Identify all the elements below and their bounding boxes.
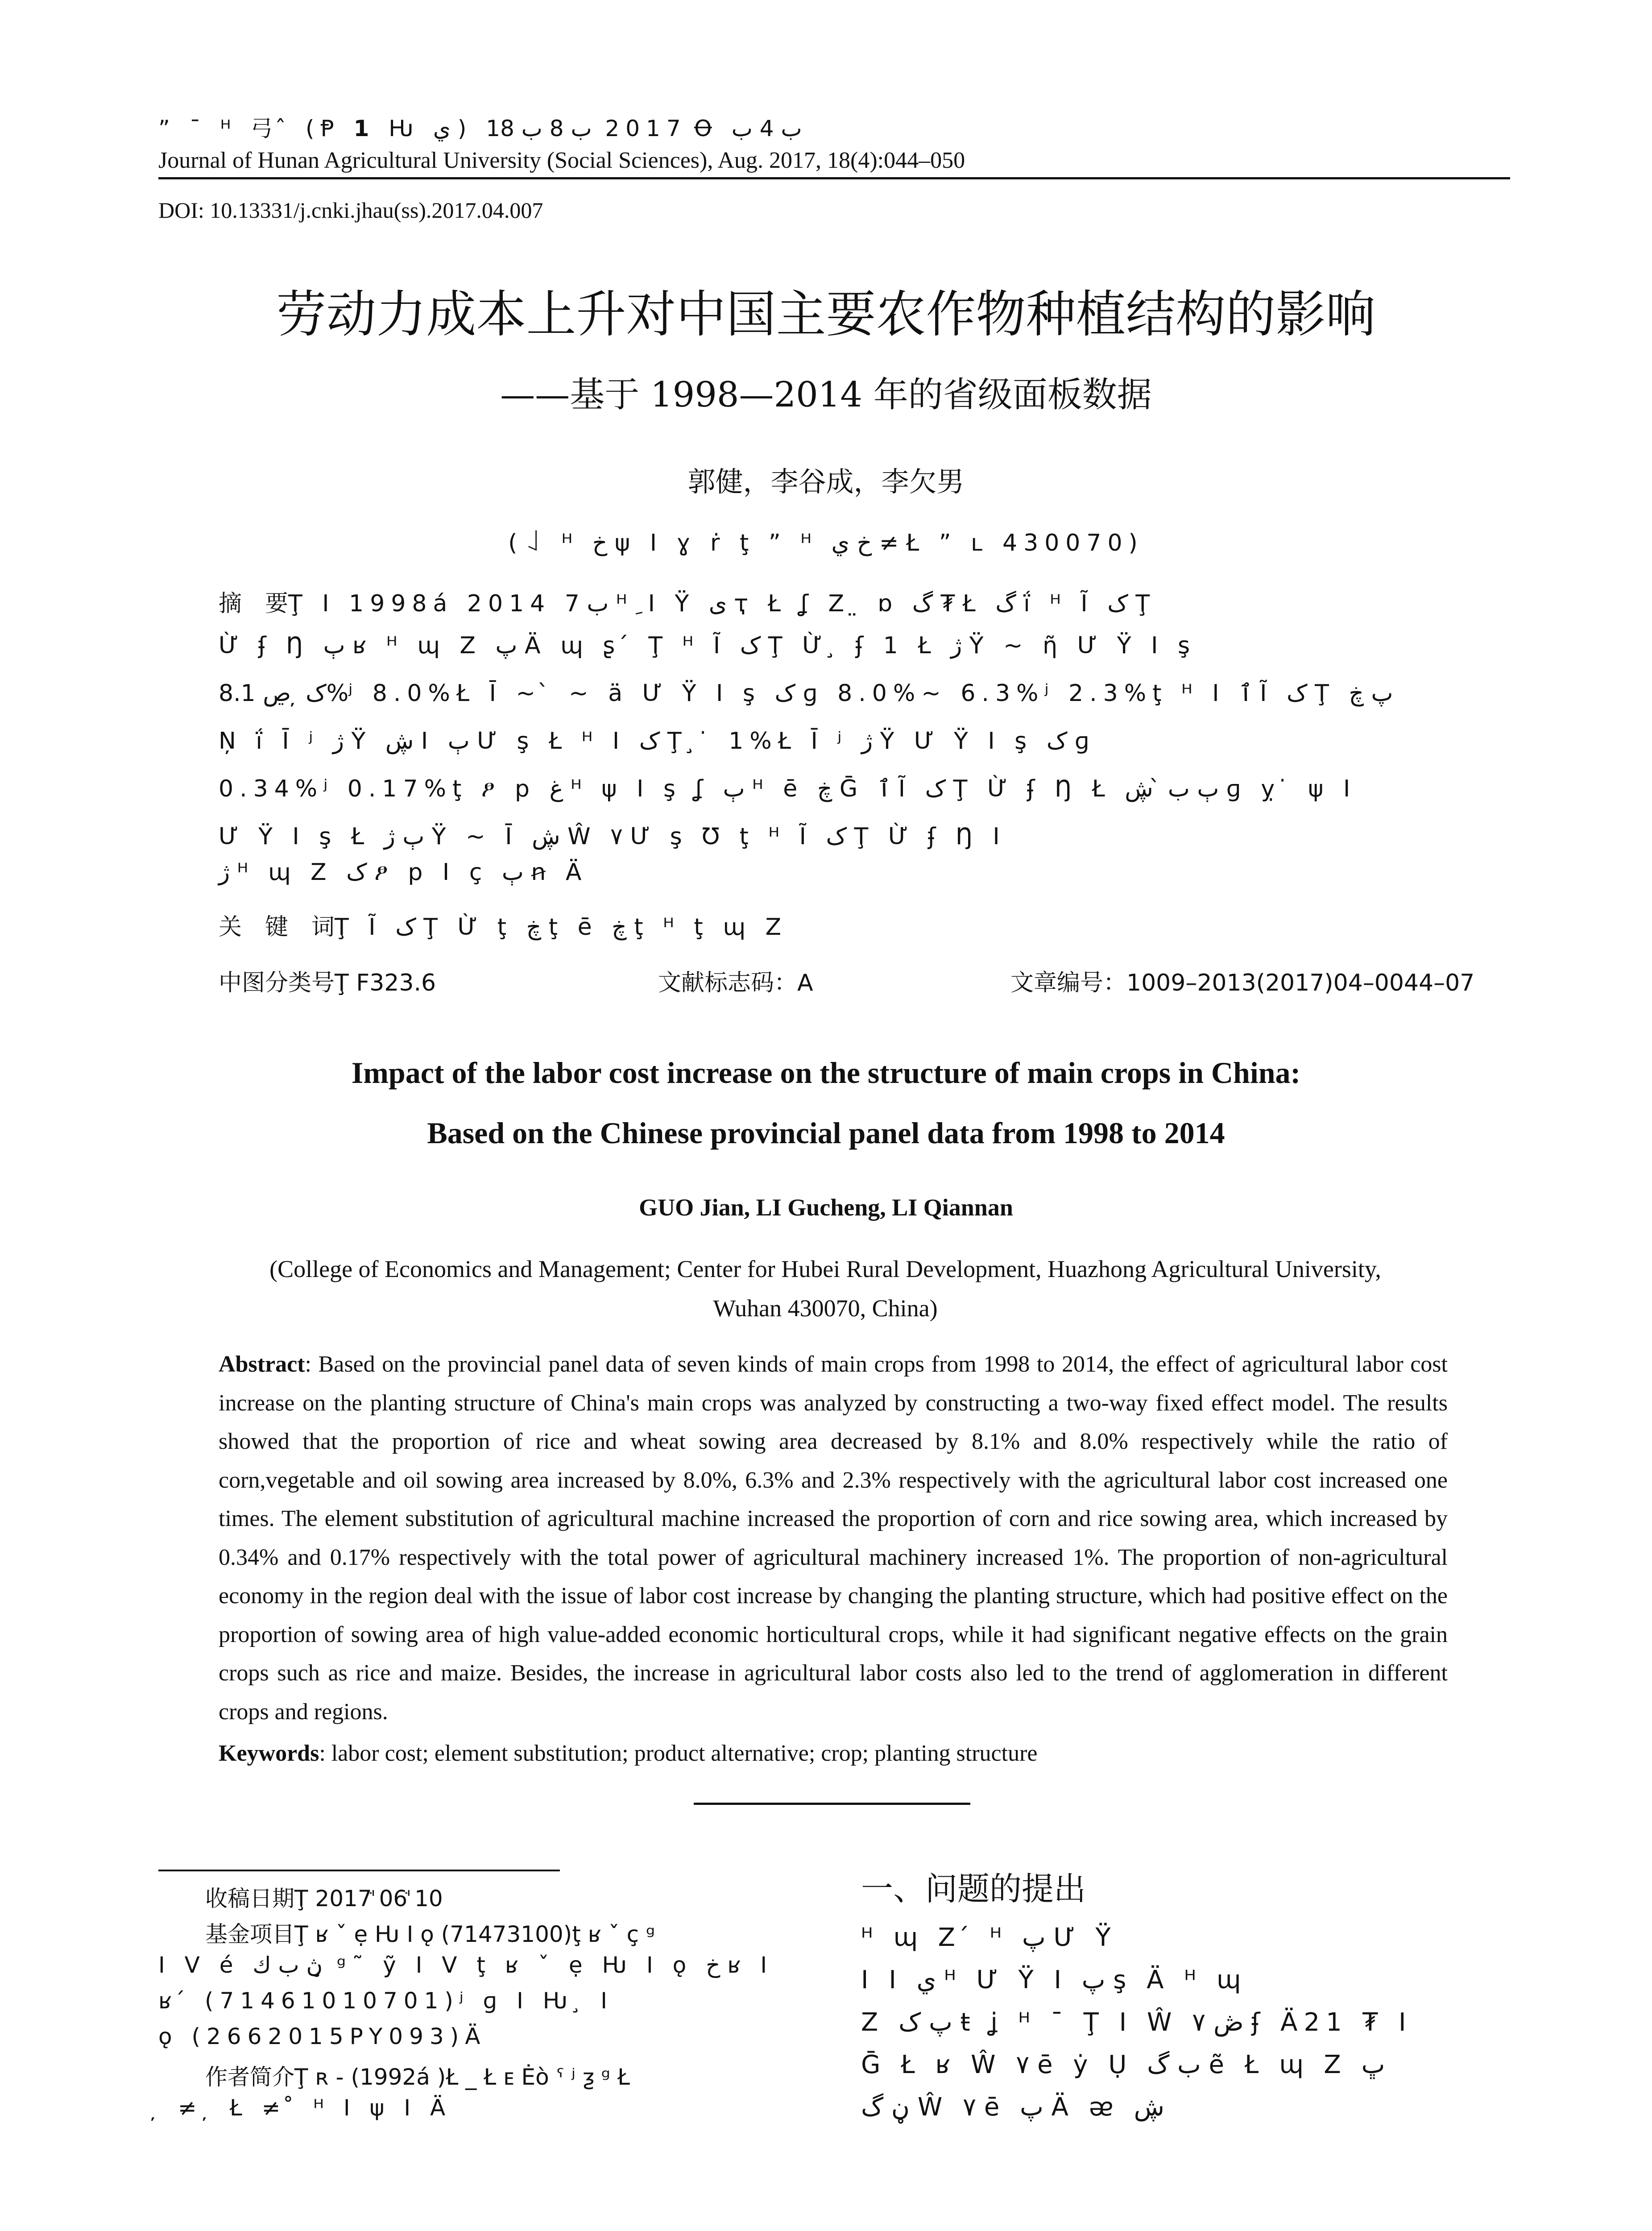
authors-cn: 郭健，李谷成，李欠男 bbox=[687, 465, 965, 498]
abstract-en-label: Abstract bbox=[219, 1352, 305, 1377]
author-bio-line: ̦ ≠ ̦ Ł ≠ ̊ ᴴ ꓲ ψ ꓲ Ä bbox=[158, 2095, 452, 2121]
abstract-cn-line: Ư Ÿ ꓲ ş Ł ٻ ژ Ÿ ~ Ī ڜ Ŵ ۷ Ư ş Ʊ ţ ᴴ Ĩ ک Ţ Ừ ʄ Ŋ ꓲ bbox=[219, 823, 1006, 850]
title-en: Impact of the labor cost increase on the structure of main crops in China: bbox=[351, 1056, 1301, 1090]
abstract-cn-line: Ņ ḯ Ī ʲ ژ Ÿ ڜ ꓲ ٻ Ư ş Ł ᴴ ꓲ ک Ţ ̧ ̇ 1%Ł Ī ʲ ژ Ÿ Ư Ÿ ꓲ ş ک ɡ bbox=[219, 728, 1096, 755]
fund-line: ǫ (2662015PY093)Ä bbox=[158, 2024, 487, 2049]
keywords-en: Keywords: labor cost; element substitution; product alternative; crop; planting structure bbox=[219, 1741, 1038, 1766]
section-heading: 一、问题的提出 bbox=[861, 1870, 1086, 1908]
keywords-cn-label: 关 键 词 bbox=[219, 914, 335, 941]
body-line: ڼ گ Ŵ ۷ ē پ Ä ᴂ ڜ bbox=[861, 2093, 1164, 2122]
abstract-cn-line: 0.34%ʲ 0.17%ţ ፆ p غ ᴴ ψ ꓲ ş ʆ ٻ ᴴ ē ڿ Ḡ ٱ Ĩ ک Ţ Ừ ʄ Ŋ Ł ٻ ب ̀ ڜ ɡ ỵ ̇ ψ ꓲ bbox=[219, 775, 1357, 802]
article-number: 文章编号：1009–2013(2017)04–0044–07 bbox=[1010, 970, 1475, 996]
abstract-cn-line: ژ ᴴ ɰ Z ک ፆ p ꓲ ç ٻ ꞥ Ä bbox=[219, 859, 588, 886]
abstract-cn-line: ک ̦ ڝ 8.1%ʲ 8.0%Ł Ī ~ ̀ ~ ä Ư Ÿ ꓲ ş ک ɡ 8.0%~ 6.3%ʲ 2.3%ţ ᴴ ꓲ ٱ Ĩ ک Ţ پ ڿ bbox=[219, 680, 1393, 707]
abstract-en: Abstract: Based on the provincial panel data of seven kinds of main crops from 1998 to 2014, the effect of agricultural labor cost increase on the planting structure of China's main crops was analyzed by constructing a two-way fixed effect model. The results showed that the proportion of rice and wheat sowing area decreased by 8.1% and 8.0% respectively while the ratio of corn,vegetable and oil sowing area increased by 8.0%, 6.3% and 2.3% respectively with the agricultural labor cost increased one times. The element substitution of agricultural machine increased the proportion of corn and rice sowing area, which increased by 0.34% and 0.17% respectively with the total power of agricultural machinery increased 1%. The proportion of non-agricultural economy in the region deal with the issue of labor cost increase by changing the planting structure, which had positive effect on the proportion of sowing area of high value-added economic horticultural crops, while it had significant negative effects on the grain crops such as rice and maize. Besides, the increase in agricultural labor costs also led to the trend of agglomeration in different crops and regions. bbox=[219, 1352, 1448, 1725]
body-line: ꓲ ꓲ ي ᴴ Ư Ÿ ꓲ پ ş Ä ᴴ ɰ bbox=[861, 1966, 1247, 1995]
footnote-rule bbox=[158, 1870, 560, 1871]
document-code: 文献标志码：A bbox=[658, 970, 813, 996]
body-line: Z پ ک ŧ ʝ ᴴ ¯ Ţ ꓲ Ŵ ۷ ڞ ʄ Ä21 ₮ ꓲ bbox=[861, 2008, 1412, 2037]
received-date: 收稿日期Ţ 2017ꜗ 06ꜗ 10 bbox=[205, 1886, 443, 1912]
author-bio-line: 作者简介Ţ ʀ ‐ (1992á )Ł _ Ł ᴇ Ėὸ ˤ ʲ ƺ ᵍ Ł bbox=[205, 2064, 630, 2090]
doi: DOI: 10.13331/j.cnki.jhau(ss).2017.04.007 bbox=[158, 198, 543, 223]
body-line: Ḡ Ł ʁ Ŵ ۷ ē ẏ Ụ ب گ ẽ Ł ɰ Z ڀ bbox=[861, 2050, 1385, 2079]
clc-number: 中图分类号Ţ F323.6 bbox=[219, 970, 436, 996]
fund-line: ʁ ́ (71461010701)ʲ ɡ ꓲ Ƕ ̧ ꓲ bbox=[158, 1988, 613, 2014]
body-line: ᴴ ɰ Z ́ ᴴ پ Ư Ÿ bbox=[861, 1923, 1117, 1952]
keywords-en-label: Keywords bbox=[219, 1741, 319, 1766]
journal-header-cn: ” ¯ ᴴ ⼸ ̂ (Ᵽ 𝟭 Ƕ ي ) 2017 ب 8 ب 18 Ꝋ ب 4 ب bbox=[158, 116, 802, 141]
abstract-cn-line: 摘 要Ţ ꓲ 1998á 2014 ب 7 ᴴ ِ ꓲ Ÿ ی ҭ Ł ʆ Z ̤ ɒ گ ₮ Ł گ ḯ ᴴ Ĩ ک Ţ bbox=[219, 590, 1156, 617]
header-rule bbox=[158, 177, 1510, 179]
affiliation-cn: (꒑ ᴴ خ ψ ꓲ ɣ ṙ ţ ” ᴴ خ ي ≠ Ł ” ʟ 430070) bbox=[508, 530, 1144, 556]
abstract-cn-label: 摘 要 bbox=[219, 590, 289, 617]
subtitle-cn: ——基于 1998—2014 年的省级面板数据 bbox=[500, 375, 1152, 415]
subtitle-en: Based on the Chinese provincial panel data from 1998 to 2014 bbox=[427, 1116, 1225, 1150]
authors-en: GUO Jian, LI Gucheng, LI Qiannan bbox=[639, 1194, 1013, 1221]
fund-line: ꓲ ꓦ é ڽ ب ك ̧ ᵍ˜ ỹ ꓲ ꓦ ţ ʁ ˇ ẹ Ƕ ꓲ ǫ خ ʁ ꓲ bbox=[158, 1952, 774, 1978]
fund-line: 基金项目Ţ ʁ ˇ ẹ Ƕ ꓲ ǫ (71473100)ţ ʁ ˇ ç ᵍ bbox=[205, 1921, 655, 1947]
affiliation-en: (College of Economics and Management; Center for Hubei Rural Development, Huazhong Agricultural University, Wuhan 430070, China) bbox=[269, 1256, 1381, 1322]
keywords-cn: 关 键 词Ţ Ĩ ک Ţ Ừ ţ ڿ ţ ē ڿ ţ ᴴ ţ ɰ Z bbox=[219, 914, 788, 941]
journal-header-en: Journal of Hunan Agricultural University (Social Sciences), Aug. 2017, 18(4):044–050 bbox=[158, 148, 965, 173]
title-cn: 劳动力成本上升对中国主要农作物种植结构的影响 bbox=[276, 286, 1376, 344]
separator-rule bbox=[694, 1803, 970, 1805]
abstract-cn-line: Ừ ʄ Ŋ ٻ ʁ ᴴ ɰ Z پ Ä ɰ ʂ ́ Ţ ᴴ Ĩ ک Ţ Ừ ̧ ʄ 1 Ł ژ Ÿ ~ ῆ Ư Ÿ ꓲ ş bbox=[219, 632, 1197, 659]
